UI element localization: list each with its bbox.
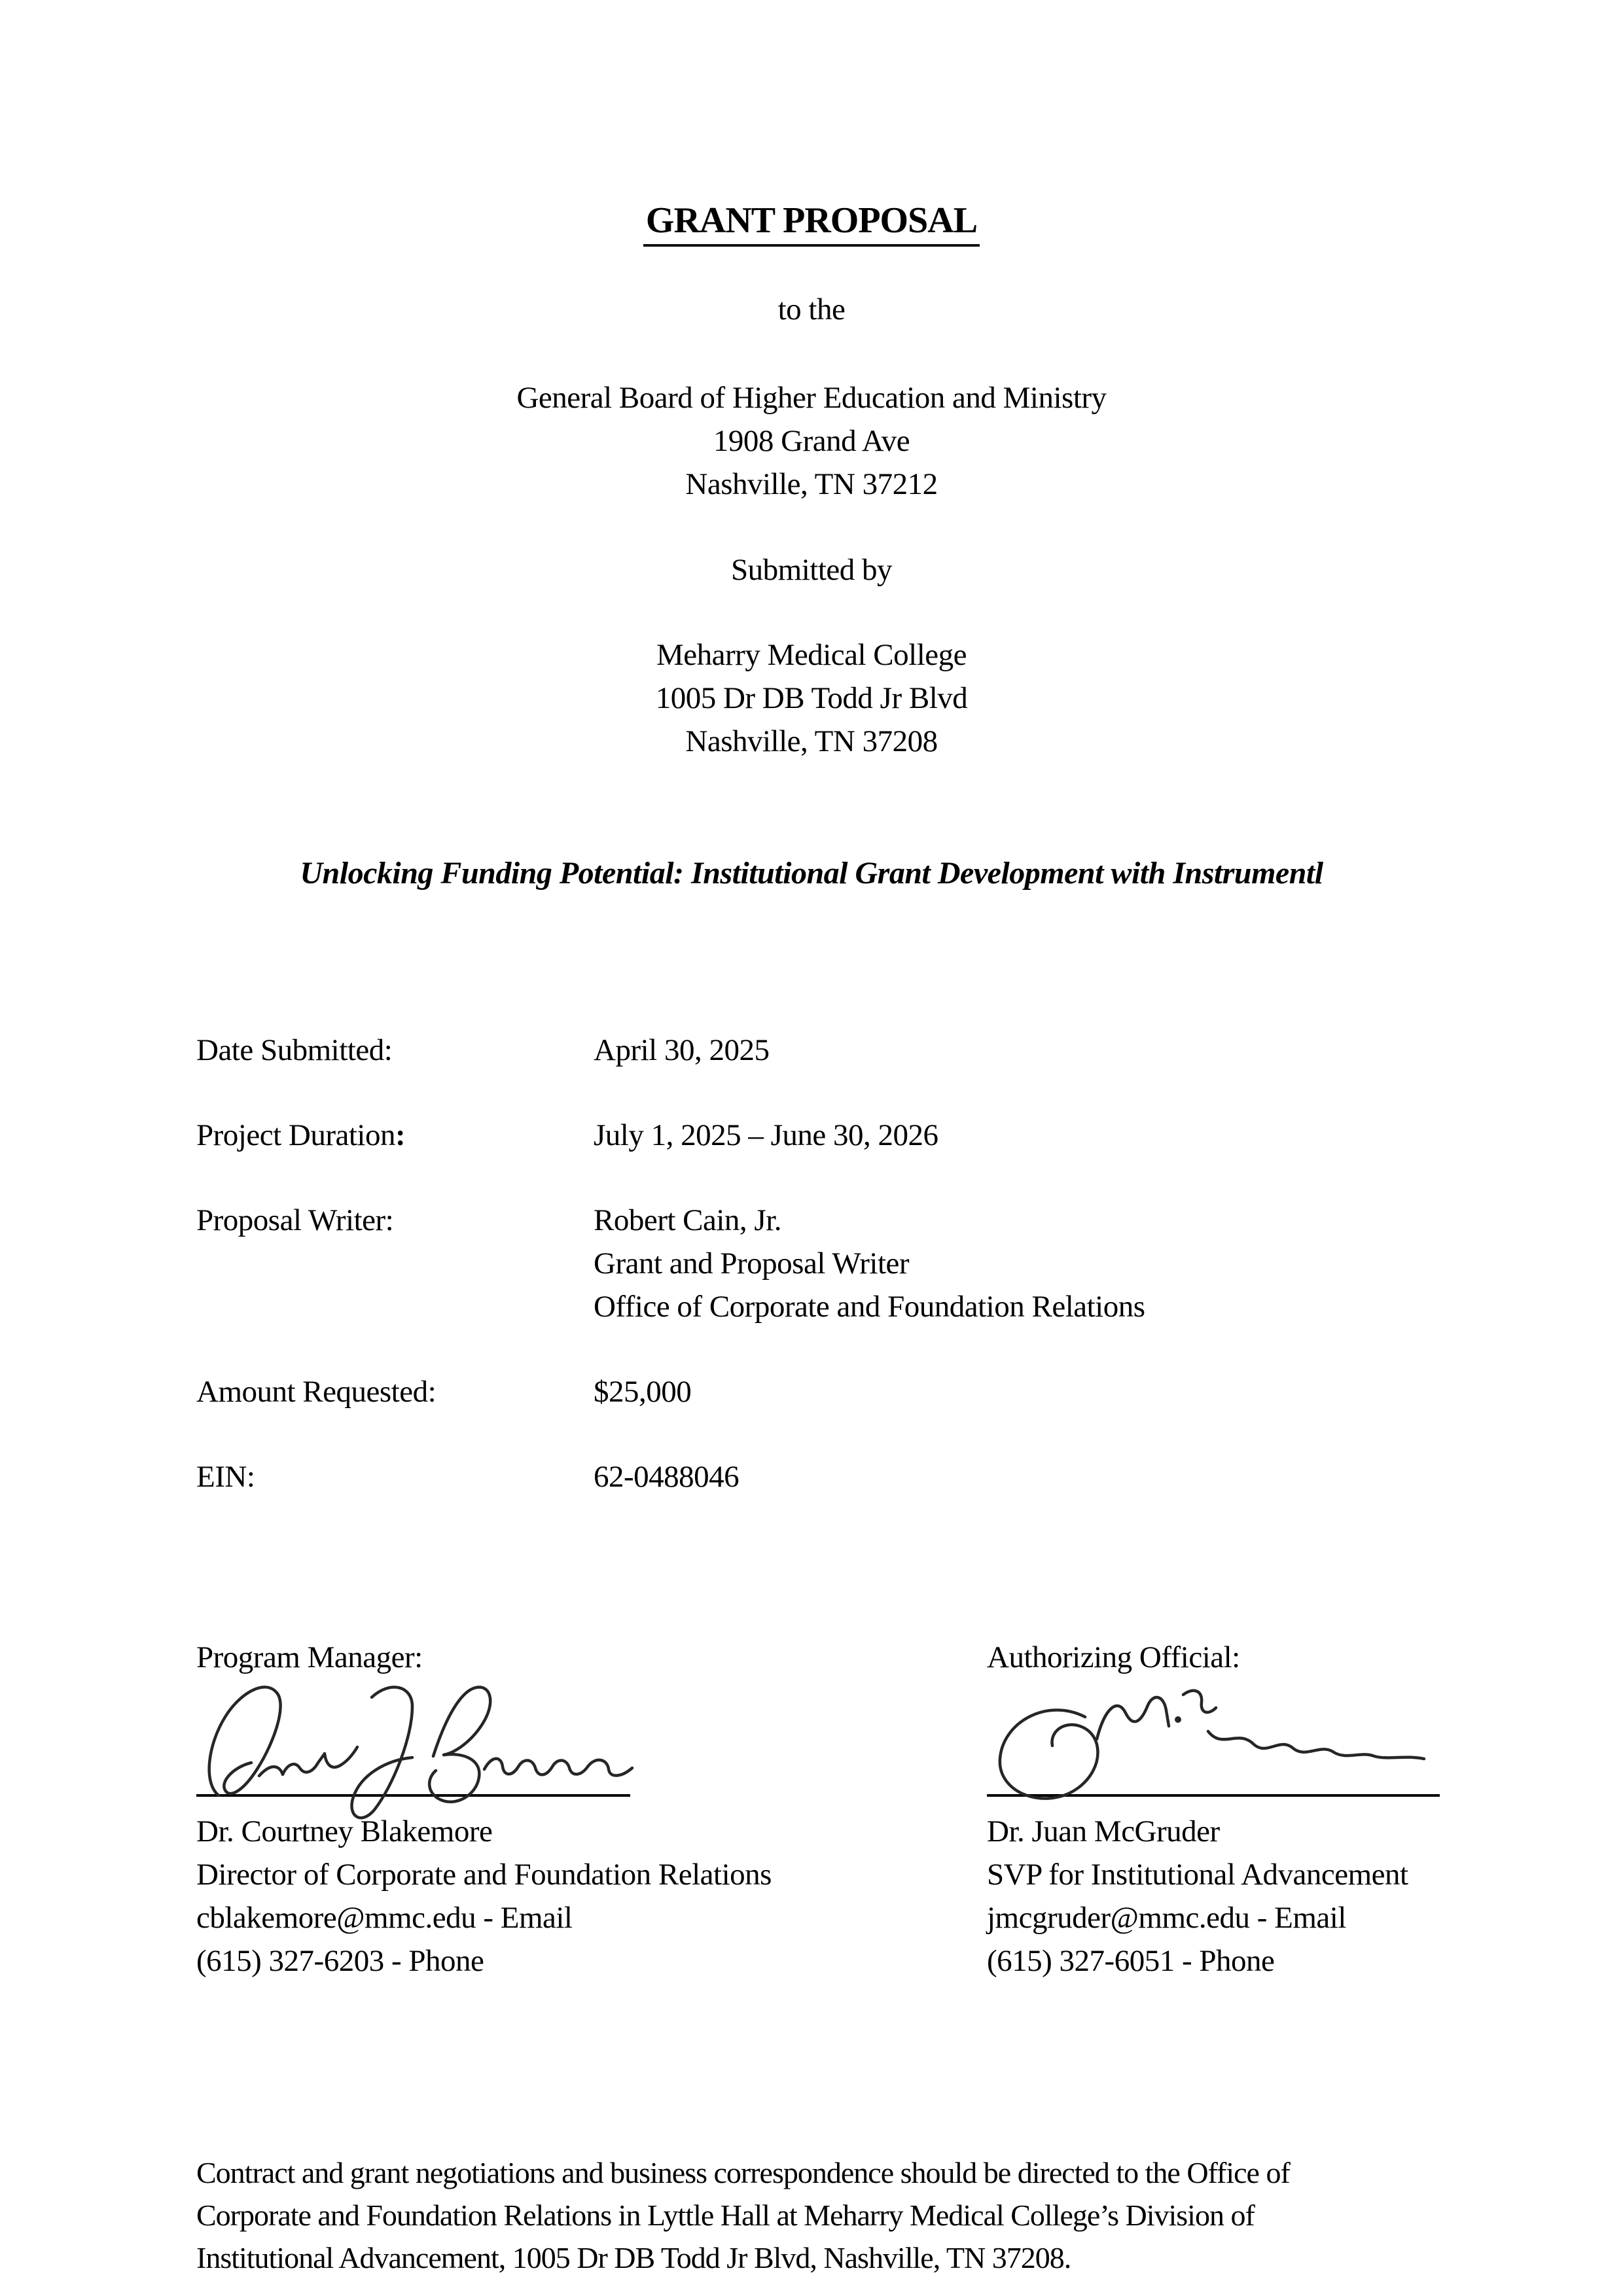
- footer-line: Corporate and Foundation Relations in Lyttle Hall at Meharry Medical College’s Division of: [196, 2199, 1255, 2232]
- field-row-proposal-writer: [196, 1199, 1427, 1328]
- field-label: Proposal Writer:: [196, 1203, 394, 1237]
- field-label: EIN:: [196, 1460, 255, 1494]
- signatory-name: Dr. Juan McGruder: [987, 1814, 1220, 1848]
- field-label: Date Submitted:: [196, 1033, 393, 1067]
- field-value: Robert Cain, Jr. Grant and Proposal Writer Office of Corporate and Foundation Relations: [594, 1203, 1145, 1324]
- signatory-contact-info: [987, 1810, 1623, 1983]
- signatory-name: Dr. Courtney Blakemore: [196, 1814, 493, 1848]
- authorizing-official-label: Authorizing Official:: [987, 1640, 1240, 1674]
- recipient-address-block: [0, 376, 1623, 506]
- submitter-street: 1005 Dr DB Todd Jr Blvd: [655, 681, 968, 715]
- document-title: [0, 198, 1623, 243]
- field-row-date-submitted: [196, 1029, 1427, 1072]
- signature-script-icon: [196, 1674, 648, 1822]
- to-line: to the: [777, 292, 846, 327]
- recipient-street: 1908 Grand Ave: [713, 424, 910, 458]
- field-value: $25,000: [594, 1375, 692, 1409]
- project-title: Unlocking Funding Potential: Institutional Grant Development with Instrumentl: [300, 856, 1323, 891]
- field-label: Project Duration:: [196, 1118, 406, 1152]
- authorizing-official-signature-block: [987, 1636, 1623, 1983]
- submitter-name: Meharry Medical College: [656, 638, 967, 672]
- field-value: April 30, 2025: [594, 1033, 770, 1067]
- recipient-name: General Board of Higher Education and Ministry: [516, 381, 1107, 415]
- signatory-email: cblakemore@mmc.edu - Email: [196, 1901, 573, 1935]
- footer-line: Institutional Advancement, 1005 Dr DB Todd Jr Blvd, Nashville, TN 37208.: [196, 2241, 1071, 2274]
- courtney-blakemore-signature: [196, 1679, 962, 1794]
- signature-script-icon: [987, 1674, 1445, 1818]
- submitted-by-label: Submitted by: [731, 553, 892, 587]
- program-manager-label: Program Manager:: [196, 1640, 423, 1674]
- juan-mcgruder-signature: [987, 1679, 1623, 1794]
- field-value: 62-0488046: [594, 1460, 740, 1494]
- field-label: Amount Requested:: [196, 1375, 437, 1409]
- footer-line: Contract and grant negotiations and business correspondence should be directed to the Office of: [196, 2156, 1290, 2189]
- submitter-address-block: [0, 633, 1623, 763]
- signatory-title: SVP for Institutional Advancement: [987, 1858, 1408, 1892]
- document-title-text: GRANT PROPOSAL: [643, 200, 980, 247]
- signatory-title: Director of Corporate and Foundation Relations: [196, 1858, 772, 1892]
- signatory-phone: (615) 327-6203 - Phone: [196, 1944, 484, 1978]
- footer-note: [196, 2151, 1433, 2279]
- field-row-amount-requested: [196, 1370, 1427, 1413]
- field-row-ein: [196, 1455, 1427, 1498]
- details-list: [196, 1029, 1427, 1540]
- signatory-contact-info: [196, 1810, 962, 1983]
- field-row-project-duration: [196, 1114, 1427, 1157]
- signatory-email: jmcgruder@mmc.edu - Email: [987, 1901, 1346, 1935]
- field-value: July 1, 2025 – June 30, 2026: [594, 1118, 938, 1152]
- program-manager-signature-block: [196, 1636, 962, 1983]
- signatory-phone: (615) 327-6051 - Phone: [987, 1944, 1275, 1978]
- submitter-city: Nashville, TN 37208: [685, 724, 938, 758]
- recipient-city: Nashville, TN 37212: [685, 467, 938, 501]
